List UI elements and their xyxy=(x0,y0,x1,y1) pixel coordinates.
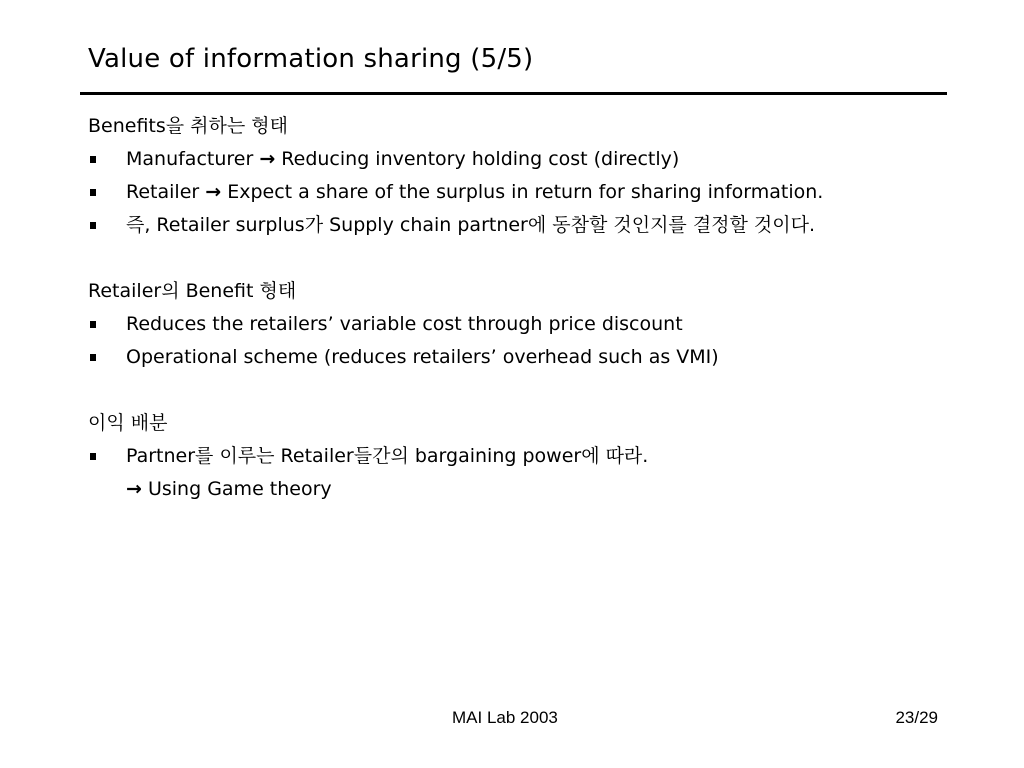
bullet-operational-scheme xyxy=(88,341,958,374)
bullet-text: Partner를 이루는 Retailer들간의 bargaining power에 따라. xyxy=(126,445,649,467)
bullet-square-icon xyxy=(90,453,96,460)
spacer xyxy=(88,374,958,407)
bullet-text: Reduces the retailers’ variable cost through price discount xyxy=(126,313,683,335)
bullet-price-discount xyxy=(88,308,958,341)
bullet-text: Operational scheme (reduces retailers’ overhead such as VMI) xyxy=(126,346,719,368)
bullet-manufacturer xyxy=(88,143,958,176)
bullet-retailer xyxy=(88,176,958,209)
slide-body xyxy=(88,110,958,506)
section-heading-profit-sharing: 이익 배분 xyxy=(88,412,168,434)
bullet-text: Manufacturer xyxy=(126,148,260,170)
slide-title: Value of information sharing (5/5) xyxy=(88,44,534,74)
continuation-text: Using Game theory xyxy=(141,478,332,500)
bullet-square-icon xyxy=(90,354,96,361)
bullet-text: Retailer xyxy=(126,181,206,203)
bullet-bargaining-power xyxy=(88,440,958,473)
page-number: 23/29 xyxy=(895,708,938,727)
section-heading-retailer-benefit: Retailer의 Benefit 형태 xyxy=(88,280,297,302)
arrow-right-icon: → xyxy=(259,148,276,170)
section-heading-benefits: Benefits을 취하는 형태 xyxy=(88,115,288,137)
bullet-text: Expect a share of the surplus in return for sharing information. xyxy=(221,181,824,203)
bullet-square-icon xyxy=(90,156,96,163)
bullet-text: 즉, Retailer surplus가 Supply chain partner에 동참할 것인지를 결정할 것이다. xyxy=(126,214,816,236)
bullet-surplus xyxy=(88,209,958,242)
arrow-right-icon: → xyxy=(205,181,222,203)
bullet-text: Reducing inventory holding cost (directly) xyxy=(275,148,680,170)
spacer xyxy=(88,242,958,275)
bullet-square-icon xyxy=(90,321,96,328)
bullet-square-icon xyxy=(90,189,96,196)
footer-lab-label: MAI Lab 2003 xyxy=(452,708,558,727)
arrow-right-icon: → xyxy=(126,478,142,500)
continuation-game-theory xyxy=(88,473,958,506)
title-divider xyxy=(80,92,947,95)
bullet-square-icon xyxy=(90,222,96,229)
